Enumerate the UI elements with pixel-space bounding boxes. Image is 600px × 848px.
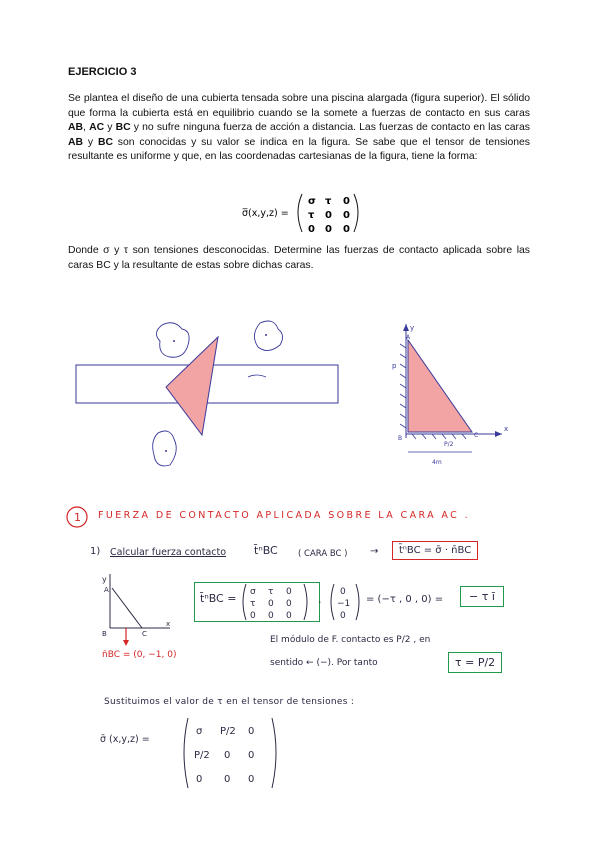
tree-shape xyxy=(153,431,177,466)
axis-y-label: y xyxy=(410,324,415,332)
tensor-cell: 0 xyxy=(325,210,332,221)
calc-lhs: t̄ⁿBC = xyxy=(200,592,237,605)
pool-canopy-sketch xyxy=(70,315,340,480)
canopy-triangle xyxy=(166,337,218,435)
svg-text:1: 1 xyxy=(74,511,81,524)
sketch-y: y xyxy=(102,575,107,584)
section-number-circle xyxy=(64,504,94,530)
final-cell: 0 xyxy=(224,774,231,785)
step-arrow: → xyxy=(370,546,379,557)
final-cell: 0 xyxy=(248,750,255,761)
final-cell: 0 xyxy=(224,750,231,761)
sketch-c: C xyxy=(142,630,147,638)
normal-sketch xyxy=(98,570,208,650)
swimmer-mark xyxy=(248,375,266,377)
exercise-title: EJERCICIO 3 xyxy=(68,66,137,78)
final-cell: 0 xyxy=(248,726,255,737)
question-text: Donde σ y τ son tensiones desconocidas. Determine las fuerzas de contacto aplicada sobre las caras BC y la resultante de estas sobre dichas caras. xyxy=(68,245,530,271)
step-symbol: t̄ⁿBC xyxy=(254,544,278,557)
calc-cell: 0 xyxy=(286,587,292,597)
final-lhs: σ̄ (x,y,z) = xyxy=(100,734,150,745)
final-tensor xyxy=(180,714,290,794)
section-heading: FUERZA DE CONTACTO APLICADA SOBRE LA CARA AC . xyxy=(98,510,471,521)
step-text: Calcular fuerza contacto xyxy=(110,547,227,558)
tensor-cell: 0 xyxy=(343,224,350,235)
tensor-cell: 0 xyxy=(308,224,315,235)
calc-cell: 0 xyxy=(286,599,292,609)
vec-cell: 0 xyxy=(340,611,346,621)
sketch-b: B xyxy=(102,630,107,638)
tensor-cell: 0 xyxy=(343,210,350,221)
calc-cell: 0 xyxy=(250,611,256,621)
step-boxed-formula: t̄ⁿBC = σ̄ · n̄BC xyxy=(392,541,478,560)
tensor-cell: τ xyxy=(325,196,332,207)
final-cell: σ xyxy=(196,726,203,737)
calc-cell: 0 xyxy=(286,611,292,621)
step-number: 1) xyxy=(90,546,101,557)
note-line2: sentido ← (−). Por tanto xyxy=(270,658,378,668)
triangle-abc xyxy=(408,340,472,432)
bottom-edge-load xyxy=(412,434,466,439)
tensor-cell: 0 xyxy=(343,196,350,207)
tensor-cell: 0 xyxy=(325,224,332,235)
triangle-load-figure xyxy=(392,318,522,468)
stress-tensor-equation xyxy=(242,190,372,236)
vec-cell: −1 xyxy=(337,599,351,609)
vertex-c-label: C xyxy=(474,432,479,439)
note-boxed: τ = P/2 xyxy=(448,652,502,673)
vertex-a-label: A xyxy=(406,334,411,341)
dim-p2-label: P/2 xyxy=(444,441,454,448)
final-cell: P/2 xyxy=(220,726,236,737)
tensor-label: σ̅(x,y,z) = xyxy=(242,208,289,219)
note-line1: El módulo de F. contacto es P/2 , en xyxy=(270,635,431,645)
axis-x-label: x xyxy=(504,425,509,433)
tensor-cell: τ xyxy=(308,210,315,221)
tree-shape xyxy=(156,323,189,358)
tensor-cell: σ xyxy=(308,196,316,207)
calc-boxed-result: − τ ī xyxy=(460,586,504,607)
left-edge-load xyxy=(400,344,406,428)
final-cell: P/2 xyxy=(194,750,210,761)
normal-vector: n̄BC = (0, −1, 0) xyxy=(102,650,177,660)
calc-result: = (−τ , 0 , 0) = xyxy=(366,594,444,605)
final-cell: 0 xyxy=(248,774,255,785)
tree-shape xyxy=(254,321,282,351)
vec-cell: 0 xyxy=(340,587,346,597)
final-cell: 0 xyxy=(196,774,203,785)
calc-cell: 0 xyxy=(268,599,274,609)
step-face: ( CARA BC ) xyxy=(298,549,348,559)
load-p-label: p xyxy=(392,362,397,370)
vertex-b-label: B xyxy=(398,435,403,442)
sketch-a: A xyxy=(104,586,109,594)
calc-cell: τ xyxy=(250,599,256,609)
problem-statement: Se plantea el diseño de una cubierta tensada sobre una piscina alargada (figura superior). El sólido que forma la cubierta está en equilibrio cuando se la somete a fuerzas de contacto en sus caras AB, AC y BC y no sufre ninguna fuerza de acción a distancia. Las fuerzas de contacto en las caras AB y BC son conocidas y su valor se indica en la figura. Se sabe que el tensor de tensiones resultante es uniforme y que, en las coordenadas cartesianas de la figura, tiene la forma: xyxy=(68,93,530,163)
calc-dot: · xyxy=(318,596,322,609)
calc-cell: 0 xyxy=(268,611,274,621)
sketch-x: x xyxy=(166,620,171,628)
calc-cell: σ xyxy=(250,587,256,597)
subst-text: Sustituimos el valor de τ en el tensor de tensiones : xyxy=(104,697,355,707)
dim-4m-label: 4m xyxy=(432,459,442,466)
calc-cell: τ xyxy=(268,587,274,597)
